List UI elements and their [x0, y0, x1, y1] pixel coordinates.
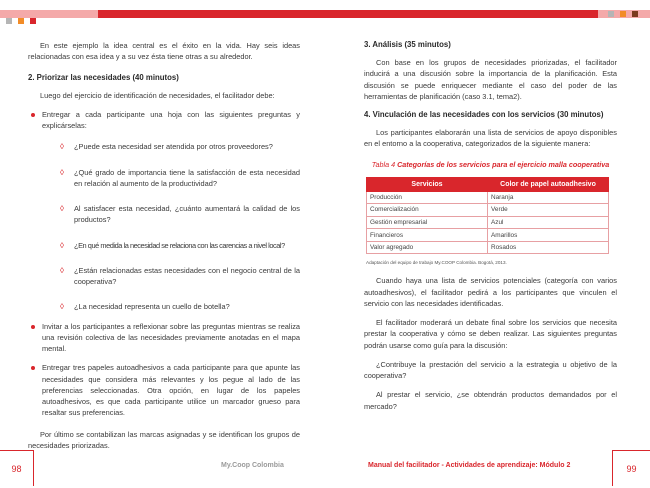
section-2-heading: 2. Priorizar las necesidades (40 minutos) [28, 72, 179, 82]
table-header-cell: Color de papel autoadhesivo [488, 177, 609, 191]
table-cell: Amarillos [488, 229, 609, 242]
debate-paragraph: El facilitador moderará un debate final sobre los servicios que necesita prestar la cooperativa y cómo se deben realizar. Las siguientes preguntas podrán usarse como guía para la discusión: [364, 318, 617, 350]
table-cell: Naranja [488, 191, 609, 204]
diamond-bullet-icon: ◊ [60, 265, 64, 275]
table-caption-text: Categorías de los servicios para el ejercicio malla cooperativa [395, 159, 610, 169]
diamond-bullet-icon: ◊ [60, 240, 64, 250]
corner-square-orange [18, 18, 24, 24]
corner-square-gray-right [608, 11, 614, 17]
bullet-text: Entregar a cada participante una hoja con las siguientes preguntas y explicárselas: [42, 109, 300, 130]
section-3-heading: 3. Análisis (35 minutos) [364, 40, 451, 49]
services-table [366, 177, 609, 255]
band-left-pink [0, 10, 98, 18]
diamond-bullet-icon: ◊ [60, 302, 64, 312]
table-header-row [367, 177, 609, 191]
left-page-number: 98 [0, 450, 34, 486]
services-list-paragraph: Cuando haya una lista de servicios potenciales (categoría con varios autoadhesivos), el facilitador pedirá a los participantes que vinculen el servicio con las necesidades identificadas. [364, 276, 617, 308]
table-cell: Financieros [367, 229, 488, 242]
table-cell: Verde [488, 204, 609, 217]
corner-square-gray [6, 18, 12, 24]
intro-paragraph: En este ejemplo la idea central es el éxito en la vida. Hay seis ideas relacionadas con esa idea y a su vez ésta tiene otras a su alrededor. [28, 41, 300, 62]
luego-paragraph: Luego del ejercicio de identificación de necesidades, el facilitador debe: [40, 90, 275, 100]
table-cell: Producción [367, 191, 488, 204]
table-source-note: Adaptación del equipo de trabajo My.COOP Colombia. Bogotá, 2013. [366, 260, 507, 266]
table-cell: Azul [488, 216, 609, 229]
corner-square-red [30, 18, 36, 24]
final-paragraph: Por último se contabilizan las marcas asignadas y se identifican los grupos de necesidades priorizadas. [28, 429, 300, 450]
corner-square-brown-right [632, 11, 638, 17]
table-cell: Rosados [488, 241, 609, 254]
question-list [42, 141, 300, 312]
question-item: ◊ ¿La necesidad representa un cuello de botella? [42, 301, 300, 312]
table-header-cell: Servicios [367, 177, 488, 191]
question-item: ◊ ¿Qué grado de importancia tiene la satisfacción de esta necesidad en relación al aumento de la productividad? [60, 167, 300, 188]
diamond-bullet-icon: ◊ [60, 167, 64, 177]
question-item: ◊ ¿Puede esta necesidad ser atendida por otros proveedores? [42, 141, 300, 152]
table-row [367, 191, 609, 204]
band-left-red [98, 10, 350, 18]
corner-square-orange-right [620, 11, 626, 17]
table-row [367, 204, 609, 217]
band-right-red [350, 10, 600, 18]
table-row [367, 216, 609, 229]
question-item: ◊ ¿En qué medida la necesidad se relaciona con las carencias a nivel local? [42, 240, 300, 251]
table-row [367, 229, 609, 242]
services-intro-paragraph: Los participantes elaborarán una lista de servicios de apoyo disponibles en el entorno a la cooperativa, categorizados de la siguiente manera: [364, 128, 617, 149]
analysis-paragraph: Con base en los grupos de necesidades priorizadas, el facilitador inducirá a una discusión sobre la importancia de la planificación. Esta discusión se puede enriquecer mediante el caso del poder de las herramientas de planificación (caso 3.1, tema2). [364, 58, 617, 101]
top-decorative-band [0, 10, 650, 18]
right-page [364, 40, 617, 412]
left-footer-title: My.Coop Colombia [221, 462, 284, 469]
bullet-item: Entregar tres papeles autoadhesivos a cada participante para que apunte las necesidades que considera más relevantes y los pegue al lado de las preferencias seleccionadas. Otra opción, en lugar de los papeles autoadhesivos, es que cada participante utilice un marcador grueso para resaltar sus preferencias. [28, 362, 300, 418]
question-item: ◊ ¿Están relacionadas estas necesidades con el negocio central de la cooperativa? [60, 265, 300, 286]
left-page [28, 40, 300, 451]
question-paragraph-1: ¿Contribuye la prestación del servicio a la estrategia u objetivo de la cooperativa? [364, 359, 617, 381]
table-row [367, 241, 609, 254]
table-caption-label: Tabla 4 [371, 159, 396, 169]
section-4-heading: 4. Vinculación de las necesidades con los servicios (30 minutos) [364, 110, 604, 119]
question-paragraph-2: Al prestar el servicio, ¿se obtendrán productos demandados por el mercado? [364, 390, 617, 411]
bullet-item [28, 109, 300, 313]
diamond-bullet-icon: ◊ [60, 142, 64, 152]
right-footer-title: Manual del facilitador - Actividades de aprendizaje: Módulo 2 [368, 462, 571, 469]
question-item: ◊ Al satisfacer esta necesidad, ¿cuánto aumentará la calidad de los productos? [60, 204, 300, 225]
table-cell: Comercialización [367, 204, 488, 217]
table-cell: Valor agregado [367, 241, 488, 254]
right-page-number: 99 [612, 450, 650, 486]
left-bullet-list [28, 109, 300, 419]
bullet-item: Invitar a los participantes a reflexionar sobre las preguntas mientras se realiza una revisión colectiva de las necesidades previamente anotadas en el mapa mental. [28, 321, 300, 355]
table-cell: Gestión empresarial [367, 216, 488, 229]
diamond-bullet-icon: ◊ [60, 204, 64, 213]
table-caption [364, 160, 617, 169]
